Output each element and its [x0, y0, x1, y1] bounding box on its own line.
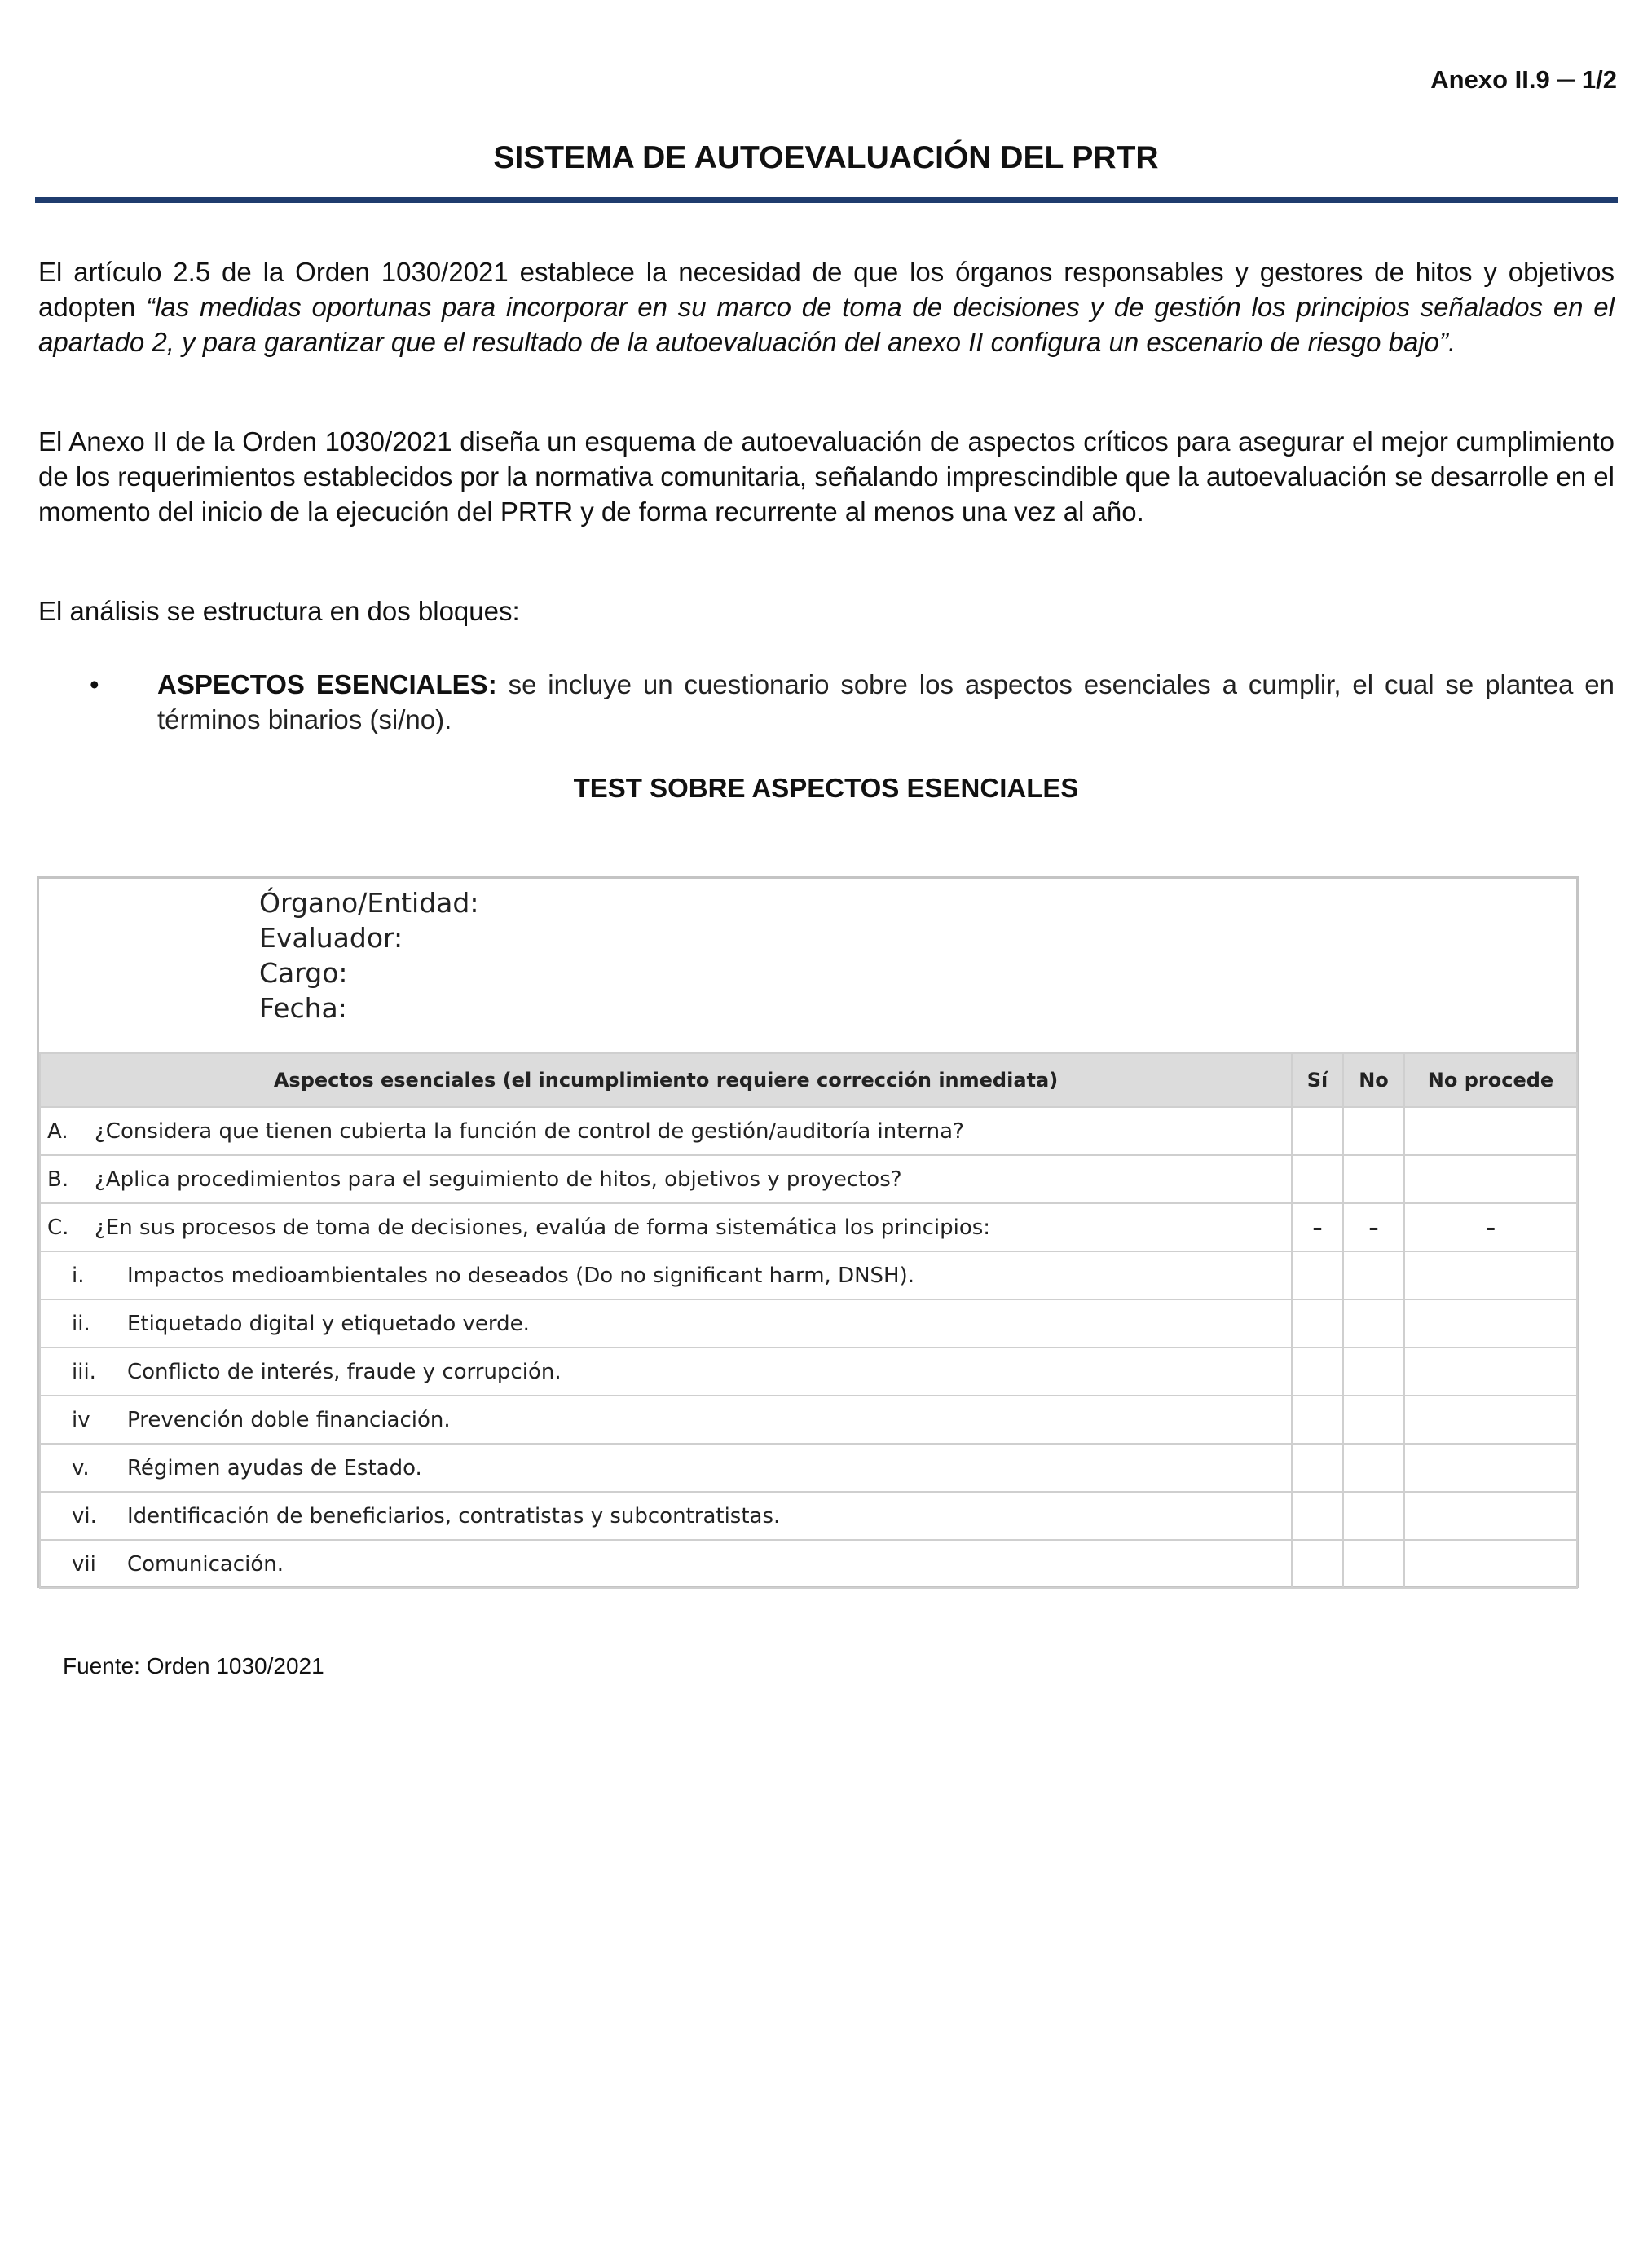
- answer-no-cell[interactable]: [1343, 1348, 1404, 1396]
- question-text: Régimen ayudas de Estado.: [127, 1455, 422, 1480]
- answer-no-procede-cell[interactable]: [1404, 1299, 1577, 1348]
- question-letter: B.: [47, 1167, 69, 1192]
- header-aspect: Aspectos esenciales (el incumplimiento requiere corrección inmediata): [40, 1053, 1292, 1107]
- answer-no-procede-cell[interactable]: [1404, 1444, 1577, 1492]
- table-row: [40, 1492, 1577, 1540]
- bullet-essential-aspects: [90, 667, 1615, 737]
- answer-si-cell[interactable]: [1292, 1492, 1343, 1540]
- bullet-description: se incluye un cuestionario sobre los aspectos esenciales a cumplir, el cual se plantea en términos binarios (si/no).: [157, 669, 1615, 734]
- answer-si-cell[interactable]: [1292, 1155, 1343, 1203]
- table-row: [40, 1540, 1577, 1588]
- table-row: [40, 1107, 1577, 1155]
- answer-si-cell[interactable]: [1292, 1540, 1343, 1588]
- answer-no-procede-cell[interactable]: [1404, 1540, 1577, 1588]
- answer-no-procede-cell[interactable]: [1404, 1348, 1577, 1396]
- answer-si-cell[interactable]: [1292, 1299, 1343, 1348]
- answer-si-cell[interactable]: [1292, 1251, 1343, 1299]
- answer-no-cell[interactable]: [1343, 1299, 1404, 1348]
- bullet-label: ASPECTOS ESENCIALES:: [157, 669, 497, 699]
- question-text: Prevención doble financiación.: [127, 1407, 451, 1432]
- paragraph-blocks: El análisis se estructura en dos bloques:: [38, 596, 520, 626]
- question-cell: [40, 1540, 1292, 1588]
- answer-no-cell[interactable]: [1343, 1492, 1404, 1540]
- answer-no-cell[interactable]: [1343, 1251, 1404, 1299]
- title-divider: [35, 197, 1618, 203]
- answer-si-cell[interactable]: [1292, 1444, 1343, 1492]
- question-letter: C.: [47, 1215, 69, 1240]
- table-row: [40, 1348, 1577, 1396]
- question-cell: [40, 1155, 1292, 1203]
- answer-no-cell[interactable]: [1343, 1107, 1404, 1155]
- question-cell: [40, 1396, 1292, 1444]
- table-row: [40, 1444, 1577, 1492]
- document-title: SISTEMA DE AUTOEVALUACIÓN DEL PRTR: [493, 140, 1159, 175]
- question-letter: vi.: [72, 1503, 97, 1529]
- answer-no-cell: –: [1343, 1203, 1404, 1251]
- question-letter: iii.: [72, 1359, 96, 1384]
- answer-no-procede-cell[interactable]: [1404, 1155, 1577, 1203]
- table-row: [40, 1396, 1577, 1444]
- question-cell: [40, 1107, 1292, 1155]
- answer-no-cell[interactable]: [1343, 1444, 1404, 1492]
- answer-si-cell[interactable]: [1292, 1348, 1343, 1396]
- question-cell: [40, 1299, 1292, 1348]
- field-date: Fecha:: [259, 992, 347, 1024]
- answer-no-procede-cell[interactable]: [1404, 1251, 1577, 1299]
- question-text: ¿En sus procesos de toma de decisiones, evalúa de forma sistemática los principios:: [95, 1215, 991, 1240]
- question-cell: [40, 1203, 1292, 1251]
- table-row: [40, 1251, 1577, 1299]
- answer-no-procede-cell[interactable]: [1404, 1107, 1577, 1155]
- question-text: Conflicto de interés, fraude y corrupción.: [127, 1359, 562, 1384]
- field-organ-entity: Órgano/Entidad:: [259, 887, 479, 919]
- assessment-form: [37, 876, 1579, 1588]
- answer-no-procede-cell[interactable]: [1404, 1396, 1577, 1444]
- question-text: ¿Considera que tienen cubierta la función de control de gestión/auditoría interna?: [95, 1118, 964, 1144]
- question-letter: A.: [47, 1118, 68, 1144]
- bullet-text: [157, 667, 1615, 737]
- question-letter: i.: [72, 1263, 85, 1288]
- form-fields: [259, 885, 478, 1026]
- answer-no-procede-cell: –: [1404, 1203, 1577, 1251]
- table-row: [40, 1155, 1577, 1203]
- essential-aspects-table: [39, 1052, 1578, 1589]
- question-cell: [40, 1348, 1292, 1396]
- question-text: Etiquetado digital y etiquetado verde.: [127, 1311, 530, 1336]
- header-no: No: [1343, 1053, 1404, 1107]
- answer-si-cell[interactable]: [1292, 1107, 1343, 1155]
- paragraph-article-intro: El artículo 2.5 de la Orden 1030/2021 establece la necesidad de que los órganos responsables y gestores de hitos y objetivos adopten: [38, 257, 1615, 322]
- question-letter: iv: [72, 1407, 90, 1432]
- test-title: TEST SOBRE ASPECTOS ESENCIALES: [573, 773, 1079, 803]
- question-text: Comunicación.: [127, 1551, 284, 1577]
- question-text: ¿Aplica procedimientos para el seguimiento de hitos, objetivos y proyectos?: [95, 1167, 902, 1192]
- table-row: [40, 1203, 1577, 1251]
- header-no-procede: No procede: [1404, 1053, 1577, 1107]
- answer-no-cell[interactable]: [1343, 1155, 1404, 1203]
- table-header-row: [40, 1053, 1577, 1107]
- answer-no-procede-cell[interactable]: [1404, 1492, 1577, 1540]
- table-row: [40, 1299, 1577, 1348]
- question-letter: vii: [72, 1551, 96, 1577]
- source-note: Fuente: Orden 1030/2021: [63, 1653, 324, 1679]
- question-text: Identificación de beneficiarios, contratistas y subcontratistas.: [127, 1503, 781, 1529]
- question-cell: [40, 1251, 1292, 1299]
- question-letter: ii.: [72, 1311, 90, 1336]
- field-evaluator: Evaluador:: [259, 922, 403, 954]
- answer-si-cell[interactable]: [1292, 1396, 1343, 1444]
- field-position: Cargo:: [259, 957, 348, 989]
- question-cell: [40, 1444, 1292, 1492]
- question-text: Impactos medioambientales no deseados (Do no significant harm, DNSH).: [127, 1263, 914, 1288]
- answer-no-cell[interactable]: [1343, 1540, 1404, 1588]
- page-reference: Anexo II.9 ─ 1/2: [1430, 65, 1617, 94]
- paragraph-annex: El Anexo II de la Orden 1030/2021 diseña un esquema de autoevaluación de aspectos críticos para asegurar el mejor cumplimiento de los requerimientos establecidos por la normativa comunitaria, señalando imprescindible que la autoevaluación se desarrolle en el momento del inicio de la ejecución del PRTR y de forma recurrente al menos una vez al año.: [38, 426, 1615, 527]
- paragraph-article: [38, 254, 1615, 360]
- answer-no-cell[interactable]: [1343, 1396, 1404, 1444]
- header-si: Sí: [1292, 1053, 1343, 1107]
- question-cell: [40, 1492, 1292, 1540]
- bullet-icon: •: [90, 669, 99, 699]
- answer-si-cell: –: [1292, 1203, 1343, 1251]
- paragraph-article-quote: “las medidas oportunas para incorporar en su marco de toma de decisiones y de gestión los principios señalados en el apartado 2, y para garantizar que el resultado de la autoevaluación del anexo II configura un escenario de riesgo bajo”.: [38, 292, 1615, 357]
- question-letter: v.: [72, 1455, 90, 1480]
